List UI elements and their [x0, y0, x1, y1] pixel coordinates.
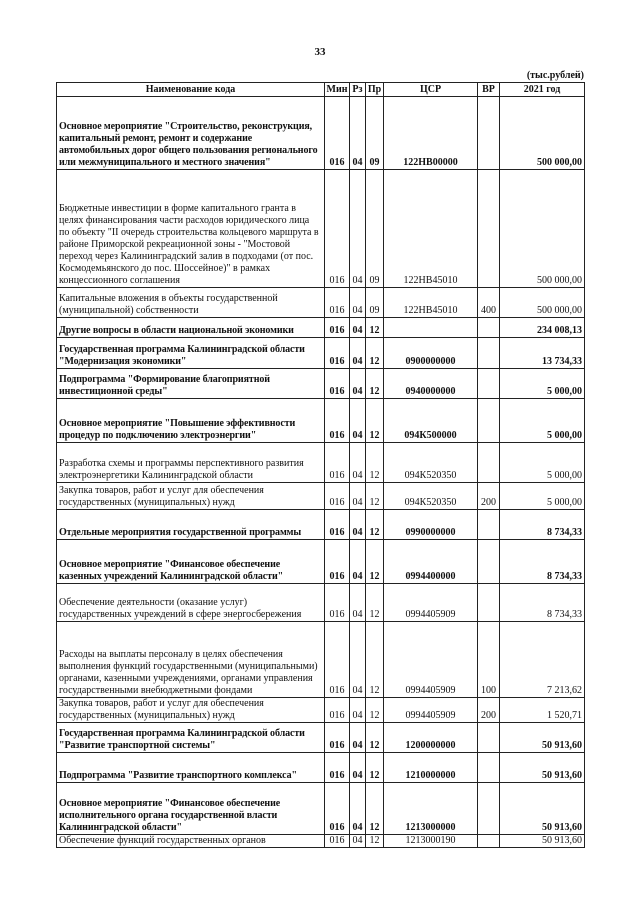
table-cell-min: 016	[325, 318, 350, 338]
table-cell-vr	[478, 399, 500, 443]
table-cell-pr: 12	[366, 723, 384, 753]
table-row	[57, 698, 585, 723]
table-cell-vr	[478, 783, 500, 835]
table-cell-csr: 0940000000	[384, 369, 478, 399]
table-cell-vr	[478, 170, 500, 288]
table-row	[57, 338, 585, 369]
table-cell-min: 016	[325, 783, 350, 835]
table-cell-rz: 04	[350, 369, 366, 399]
table-cell-csr: 1210000000	[384, 753, 478, 783]
table-cell-pr: 12	[366, 753, 384, 783]
table-cell-amount: 50 913,60	[500, 835, 585, 848]
table-cell-vr: 100	[478, 622, 500, 698]
table-cell-min: 016	[325, 698, 350, 723]
table-cell-amount: 50 913,60	[500, 753, 585, 783]
table-row	[57, 399, 585, 443]
table-cell-amount: 8 734,33	[500, 510, 585, 540]
table-cell-min: 016	[325, 622, 350, 698]
table-cell-rz: 04	[350, 783, 366, 835]
table-cell-vr	[478, 318, 500, 338]
table-cell-name: Основное мероприятие "Финансовое обеспечение исполнительного органа государственной власти Калининградской области"	[57, 783, 325, 835]
table-cell-rz: 04	[350, 540, 366, 584]
table-row	[57, 318, 585, 338]
table-cell-rz: 04	[350, 443, 366, 483]
table-cell-name: Основное мероприятие "Финансовое обеспечение казенных учреждений Калининградской области"	[57, 540, 325, 584]
table-cell-amount: 500 000,00	[500, 97, 585, 170]
table-cell-rz: 04	[350, 483, 366, 510]
table-cell-amount: 50 913,60	[500, 783, 585, 835]
table-row	[57, 753, 585, 783]
table-row	[57, 835, 585, 848]
table-cell-name: Капитальные вложения в объекты государственной (муниципальной) собственности	[57, 288, 325, 318]
table-cell-amount: 5 000,00	[500, 443, 585, 483]
units-label: (тыс.рублей)	[526, 70, 584, 81]
header-vr: ВР	[478, 83, 500, 97]
table-cell-pr: 12	[366, 318, 384, 338]
header-pr: Пр	[366, 83, 384, 97]
table-cell-csr: 122НВ45010	[384, 288, 478, 318]
table-cell-pr: 09	[366, 170, 384, 288]
table-cell-csr: 0990000000	[384, 510, 478, 540]
table-cell-name: Закупка товаров, работ и услуг для обеспечения государственных (муниципальных) нужд	[57, 483, 325, 510]
header-csr: ЦСР	[384, 83, 478, 97]
table-cell-name: Подпрограмма "Развитие транспортного комплекса"	[57, 753, 325, 783]
table-cell-amount: 50 913,60	[500, 723, 585, 753]
table-row	[57, 288, 585, 318]
table-cell-csr: 1213000190	[384, 835, 478, 848]
table-cell-rz: 04	[350, 835, 366, 848]
table-cell-pr: 09	[366, 288, 384, 318]
table-cell-rz: 04	[350, 510, 366, 540]
table-cell-pr: 12	[366, 698, 384, 723]
table-row	[57, 483, 585, 510]
table-row	[57, 170, 585, 288]
table-cell-min: 016	[325, 97, 350, 170]
table-cell-name: Обеспечение функций государственных органов	[57, 835, 325, 848]
table-cell-csr: 122НВ45010	[384, 170, 478, 288]
table-cell-min: 016	[325, 483, 350, 510]
table-cell-amount: 5 000,00	[500, 399, 585, 443]
table-cell-rz: 04	[350, 622, 366, 698]
page-number: 33	[314, 46, 326, 58]
table-cell-csr: 0994405909	[384, 622, 478, 698]
table-cell-min: 016	[325, 288, 350, 318]
table-cell-rz: 04	[350, 399, 366, 443]
table-cell-name: Бюджетные инвестиции в форме капитального гранта в целях финансирования части расходов юридического лица по объекту "II очередь строительства кольцевого маршрута в районе Приморской рекреационной зоны - "Мостовой переход через Калининградский залив в подходами (от пос. Космодемьянского до пос. Шоссейное)" в рамках концессионного соглашения	[57, 170, 325, 288]
table-cell-pr: 12	[366, 783, 384, 835]
table-row	[57, 723, 585, 753]
table-cell-min: 016	[325, 170, 350, 288]
budget-table	[56, 82, 585, 848]
table-cell-amount: 234 008,13	[500, 318, 585, 338]
table-row	[57, 783, 585, 835]
table-cell-min: 016	[325, 338, 350, 369]
table-cell-pr: 12	[366, 338, 384, 369]
table-cell-vr	[478, 369, 500, 399]
table-cell-name: Закупка товаров, работ и услуг для обеспечения государственных (муниципальных) нужд	[57, 698, 325, 723]
table-cell-amount: 8 734,33	[500, 540, 585, 584]
table-cell-csr: 094К520350	[384, 483, 478, 510]
table-cell-min: 016	[325, 369, 350, 399]
table-cell-amount: 7 213,62	[500, 622, 585, 698]
table-header-row	[57, 83, 585, 97]
table-cell-vr: 400	[478, 288, 500, 318]
table-cell-name: Государственная программа Калининградской области "Развитие транспортной системы"	[57, 723, 325, 753]
table-cell-name: Разработка схемы и программы перспективного развития электроэнергетики Калининградской области	[57, 443, 325, 483]
table-cell-vr	[478, 753, 500, 783]
header-min: Мин	[325, 83, 350, 97]
table-cell-min: 016	[325, 584, 350, 622]
table-cell-rz: 04	[350, 288, 366, 318]
table-cell-vr	[478, 443, 500, 483]
table-cell-pr: 12	[366, 622, 384, 698]
table-cell-min: 016	[325, 540, 350, 584]
table-cell-name: Расходы на выплаты персоналу в целях обеспечения выполнения функций государственными (муниципальными) органами, казенными учреждениями, органами управления государственными внебюджетными фондами	[57, 622, 325, 698]
table-cell-vr	[478, 723, 500, 753]
table-cell-csr: 122НВ00000	[384, 97, 478, 170]
table-cell-amount: 500 000,00	[500, 170, 585, 288]
table-cell-vr: 200	[478, 698, 500, 723]
table-cell-csr: 094К520350	[384, 443, 478, 483]
table-cell-csr: 1200000000	[384, 723, 478, 753]
table-cell-rz: 04	[350, 318, 366, 338]
table-cell-vr	[478, 338, 500, 369]
table-cell-min: 016	[325, 510, 350, 540]
table-cell-name: Обеспечение деятельности (оказание услуг) государственных учреждений в сфере энергосбережения	[57, 584, 325, 622]
table-cell-rz: 04	[350, 170, 366, 288]
table-cell-min: 016	[325, 723, 350, 753]
table-cell-csr: 094К500000	[384, 399, 478, 443]
table-cell-name: Основное мероприятие "Строительство, реконструкция, капитальный ремонт, ремонт и содержание автомобильных дорог общего пользования регионального или межмуниципального и местного значения"	[57, 97, 325, 170]
table-cell-rz: 04	[350, 97, 366, 170]
table-cell-name: Государственная программа Калининградской области "Модернизация экономики"	[57, 338, 325, 369]
table-cell-rz: 04	[350, 753, 366, 783]
table-cell-vr	[478, 835, 500, 848]
header-rz: Рз	[350, 83, 366, 97]
table-cell-amount: 13 734,33	[500, 338, 585, 369]
table-row	[57, 443, 585, 483]
table-cell-pr: 12	[366, 584, 384, 622]
table-cell-pr: 12	[366, 443, 384, 483]
header-name: Наименование кода	[57, 83, 325, 97]
table-cell-rz: 04	[350, 723, 366, 753]
table-cell-pr: 12	[366, 835, 384, 848]
table-cell-pr: 12	[366, 483, 384, 510]
table-cell-pr: 12	[366, 399, 384, 443]
table-row	[57, 622, 585, 698]
table-cell-csr: 0994405909	[384, 584, 478, 622]
table-cell-csr: 0900000000	[384, 338, 478, 369]
table-cell-vr	[478, 510, 500, 540]
table-cell-name: Основное мероприятие "Повышение эффективности процедур по подключению электроэнергии"	[57, 399, 325, 443]
table-cell-pr: 12	[366, 369, 384, 399]
table-cell-vr	[478, 97, 500, 170]
table-cell-amount: 1 520,71	[500, 698, 585, 723]
table-cell-name: Отдельные мероприятия государственной программы	[57, 510, 325, 540]
table-cell-pr: 12	[366, 510, 384, 540]
table-cell-rz: 04	[350, 698, 366, 723]
table-cell-name: Подпрограмма "Формирование благоприятной инвестиционной среды"	[57, 369, 325, 399]
table-cell-amount: 500 000,00	[500, 288, 585, 318]
table-cell-min: 016	[325, 443, 350, 483]
table-cell-rz: 04	[350, 338, 366, 369]
table-cell-csr: 0994400000	[384, 540, 478, 584]
table-cell-amount: 5 000,00	[500, 369, 585, 399]
table-row	[57, 97, 585, 170]
table-row	[57, 369, 585, 399]
table-cell-csr: 1213000000	[384, 783, 478, 835]
table-cell-csr	[384, 318, 478, 338]
table-row	[57, 540, 585, 584]
table-row	[57, 584, 585, 622]
table-cell-amount: 5 000,00	[500, 483, 585, 510]
table-cell-rz: 04	[350, 584, 366, 622]
table-cell-vr: 200	[478, 483, 500, 510]
table-cell-pr: 09	[366, 97, 384, 170]
table-row	[57, 510, 585, 540]
table-body	[57, 97, 585, 848]
header-year: 2021 год	[500, 83, 585, 97]
table-cell-pr: 12	[366, 540, 384, 584]
table-cell-vr	[478, 584, 500, 622]
table-cell-min: 016	[325, 399, 350, 443]
table-cell-vr	[478, 540, 500, 584]
table-cell-amount: 8 734,33	[500, 584, 585, 622]
table-cell-name: Другие вопросы в области национальной экономики	[57, 318, 325, 338]
table-cell-min: 016	[325, 835, 350, 848]
table-cell-csr: 0994405909	[384, 698, 478, 723]
table-cell-min: 016	[325, 753, 350, 783]
